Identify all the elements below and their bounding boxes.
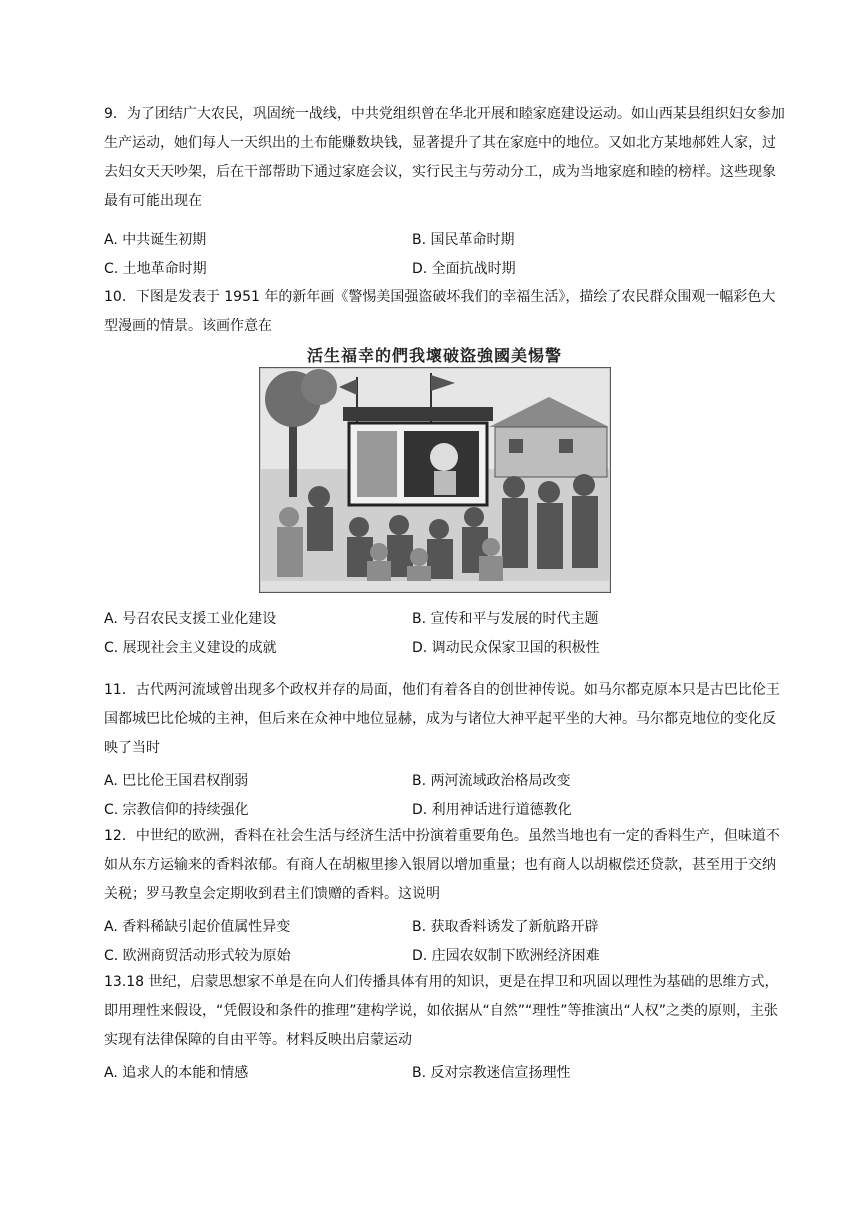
question-10 [82, 283, 787, 661]
question-12-stem [82, 822, 787, 909]
question-12-options [104, 911, 787, 969]
option-b[interactable]: B. 宣传和平与发展的时代主题 [412, 610, 599, 627]
question-9 [82, 100, 787, 282]
question-10-stem [82, 283, 787, 341]
question-number: 13. [104, 974, 127, 990]
option-c[interactable]: C. 欧洲商贸活动形式较为原始 [104, 947, 291, 964]
painting-illustration [259, 367, 611, 593]
question-10-options [104, 603, 787, 661]
question-number: 12． [104, 828, 136, 844]
question-11-stem [82, 676, 787, 763]
option-b[interactable]: B. 获取香料诱发了新航路开辟 [412, 918, 599, 935]
option-a[interactable]: A. 香料稀缺引起价值属性异变 [104, 918, 291, 935]
option-d[interactable]: D. 庄园农奴制下欧洲经济困难 [412, 947, 600, 964]
painting-title: 活生福幸的們我壞破盜強國美惕警 [306, 346, 562, 365]
option-b[interactable]: B. 国民革命时期 [412, 231, 515, 248]
question-text: 下图是发表于 1951 年的新年画《警惕美国强盗破坏我们的幸福生活》，描绘了农民群众围观一幅彩色大型漫画的情景。该画作意在 [104, 289, 776, 334]
question-13-options [104, 1057, 787, 1086]
question-number: 9． [104, 106, 127, 122]
question-number: 10． [104, 289, 136, 305]
question-12 [82, 822, 787, 969]
question-11 [82, 676, 787, 823]
option-a[interactable]: A. 追求人的本能和情感 [104, 1064, 249, 1081]
question-text: 古代两河流域曾出现多个政权并存的局面，他们有着各自的创世神传说。如马尔都克原本只是古巴比伦王国都城巴比伦城的主神，但后来在众神中地位显赫，成为与诸位大神平起平坐的大神。马尔都克地位的变化反映了当时 [104, 682, 780, 756]
option-d[interactable]: D. 全面抗战时期 [412, 260, 516, 277]
new-year-painting-figure [259, 345, 611, 593]
option-c[interactable]: C. 宗教信仰的持续强化 [104, 801, 249, 818]
question-text: 为了团结广大农民，巩固统一战线，中共党组织曾在华北开展和睦家庭建设运动。如山西某县组织妇女参加生产运动，她们每人一天织出的土布能赚数块钱，显著提升了其在家庭中的地位。又如北方某地郝姓人家，过去妇女天天吵架，后在干部帮助下通过家庭会议，实行民主与劳动分工，成为当地家庭和睦的榜样。这些现象最有可能出现在 [104, 106, 785, 209]
option-d[interactable]: D. 调动民众保家卫国的积极性 [412, 639, 600, 656]
question-9-stem [82, 100, 787, 216]
question-11-options [104, 765, 787, 823]
question-13 [82, 968, 787, 1086]
option-d[interactable]: D. 利用神话进行道德教化 [412, 801, 572, 818]
question-text: 18 世纪，启蒙思想家不单是在向人们传播具体有用的知识，更是在捍卫和巩固以理性为基础的思维方式，即用理性来假设，“凭假设和条件的推理”建构学说，如依据从“自然”“理性”等推演出“人权”之类的原则，主张实现有法律保障的自由平等。材料反映出启蒙运动 [104, 974, 779, 1048]
question-9-options [104, 224, 787, 282]
question-number: 11． [104, 682, 136, 698]
option-a[interactable]: A. 号召农民支援工业化建设 [104, 610, 277, 627]
option-b[interactable]: B. 两河流域政治格局改变 [412, 772, 571, 789]
option-b[interactable]: B. 反对宗教迷信宣扬理性 [412, 1064, 571, 1081]
option-a[interactable]: A. 中共诞生初期 [104, 231, 207, 248]
option-c[interactable]: C. 土地革命时期 [104, 260, 207, 277]
question-text: 中世纪的欧洲，香料在社会生活与经济生活中扮演着重要角色。虽然当地也有一定的香料生产，但味道不如从东方运输来的香料浓郁。有商人在胡椒里掺入银屑以增加重量；也有商人以胡椒偿还贷款，甚至用于交纳关税；罗马教皇会定期收到君主们馈赠的香料。这说明 [104, 828, 780, 902]
option-c[interactable]: C. 展现社会主义建设的成就 [104, 639, 277, 656]
option-a[interactable]: A. 巴比伦王国君权削弱 [104, 772, 249, 789]
question-13-stem [82, 968, 787, 1055]
